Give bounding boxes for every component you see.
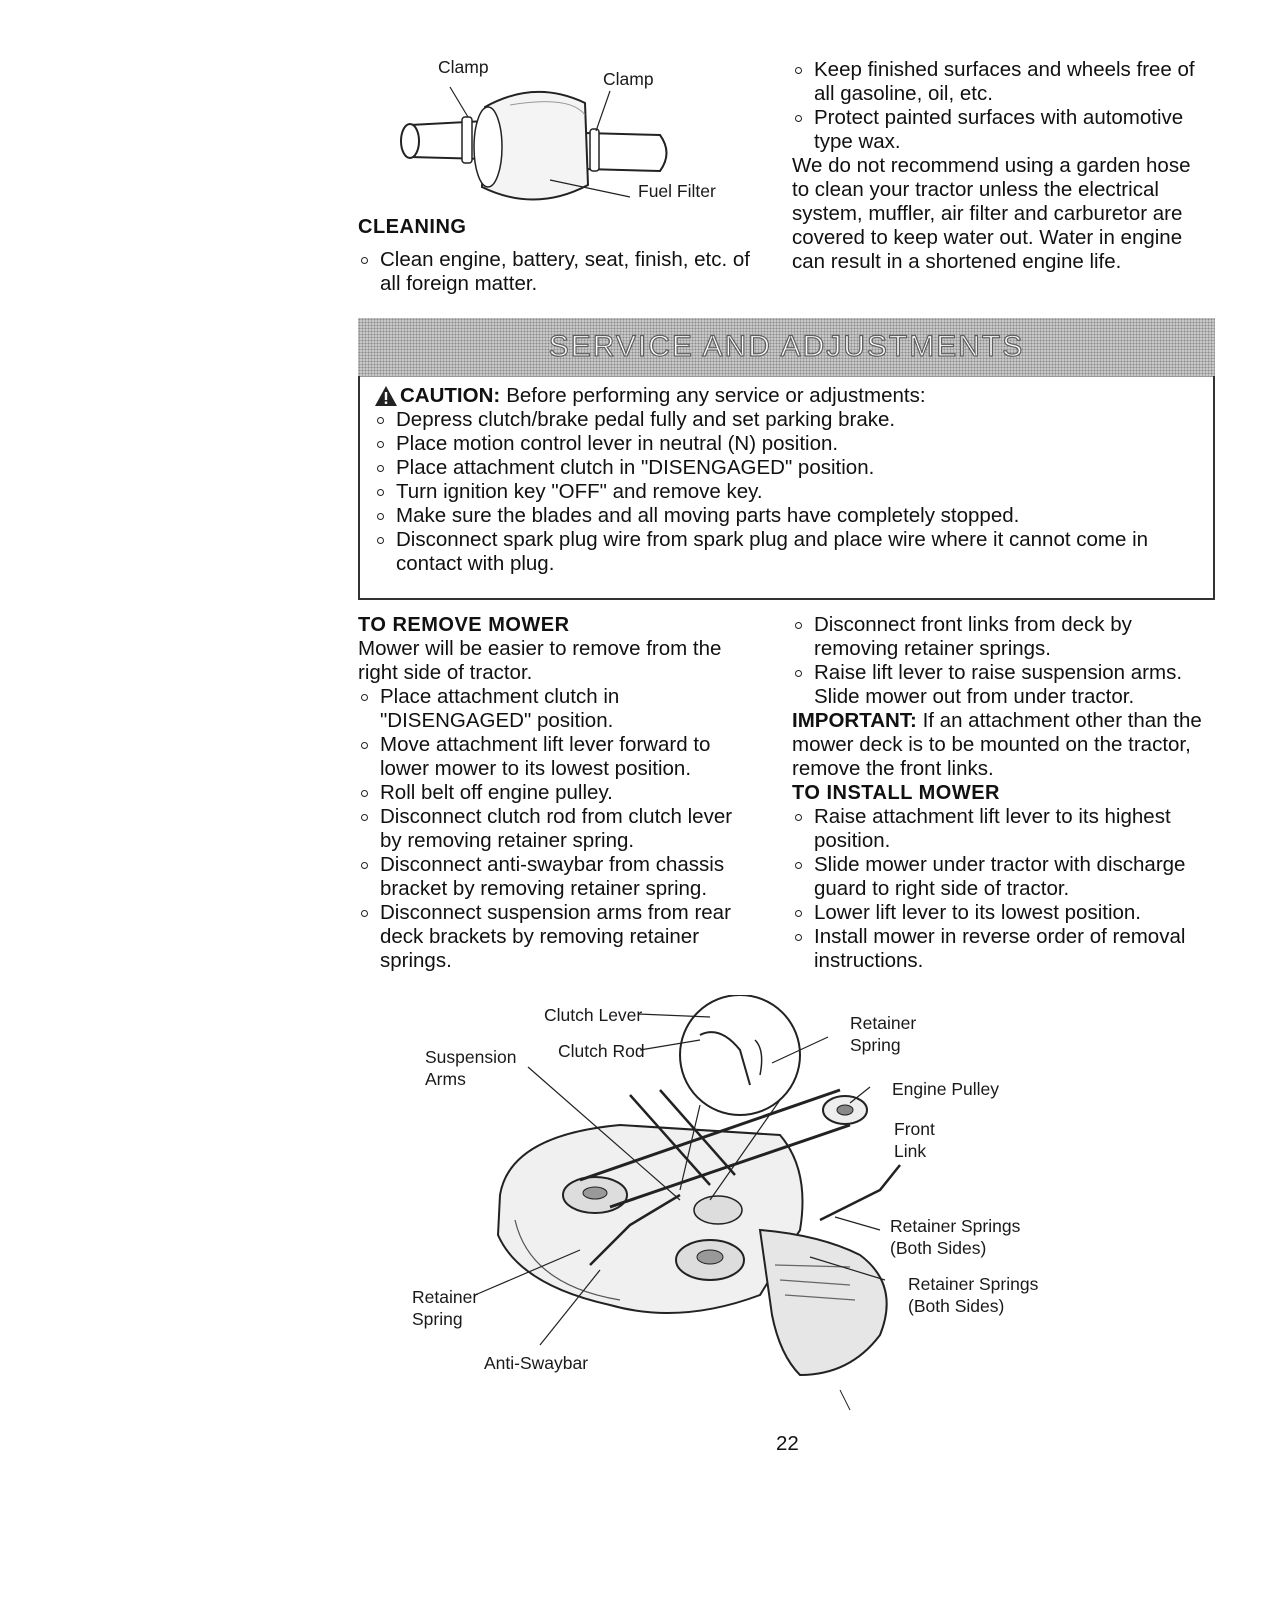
- list-item: Lower lift lever to its lowest position.: [792, 901, 1212, 925]
- remove-mower-heading: TO REMOVE MOWER: [358, 614, 570, 636]
- list-item: Disconnect anti-swaybar from chassis bracket by removing retainer spring.: [358, 853, 758, 901]
- label-clutch-rod: Clutch Rod: [558, 1041, 645, 1061]
- list-item: Raise attachment lift lever to its highest position.: [792, 805, 1212, 853]
- section-banner: [358, 318, 1215, 377]
- list-item: Depress clutch/brake pedal fully and set parking brake.: [374, 408, 1194, 432]
- fuel-filter-label-filter: Fuel Filter: [638, 181, 716, 201]
- important-text: If an attachment other than the mower deck is to be mounted on the tractor, remove the front links.: [792, 709, 1202, 780]
- label-anti-swaybar: Anti-Swaybar: [484, 1353, 589, 1373]
- list-item: Roll belt off engine pulley.: [358, 781, 758, 805]
- list-item: Slide mower under tractor with discharge guard to right side of tractor.: [792, 853, 1212, 901]
- remove-mower-intro: Mower will be easier to remove from the right side of tractor.: [358, 637, 722, 684]
- list-item: Turn ignition key "OFF" and remove key.: [374, 480, 1194, 504]
- label-suspension-arms: Suspension Arms: [425, 1047, 517, 1089]
- fuel-filter-label-clamp-left: Clamp: [438, 57, 489, 77]
- list-item: Place attachment clutch in "DISENGAGED" position.: [358, 685, 758, 733]
- care-column: [792, 58, 1212, 274]
- caution-label: CAUTION:: [400, 384, 501, 407]
- section-title: SERVICE AND ADJUSTMENTS: [548, 330, 1025, 363]
- list-item: Clean engine, battery, seat, finish, etc. of all foreign matter.: [358, 248, 758, 296]
- important-note: [792, 709, 1212, 781]
- fuel-filter-label-clamp-right: Clamp: [603, 69, 654, 89]
- list-item: Place motion control lever in neutral (N) position.: [374, 432, 1194, 456]
- remove-install-column: [792, 613, 1212, 973]
- label-clutch-lever: Clutch Lever: [544, 1005, 643, 1025]
- important-label: IMPORTANT:: [792, 709, 917, 732]
- list-item: Install mower in reverse order of removal instructions.: [792, 925, 1212, 973]
- list-item: Disconnect suspension arms from rear deck brackets by removing retainer springs.: [358, 901, 758, 973]
- caution-intro: Before performing any service or adjustments:: [506, 384, 926, 407]
- cleaning-heading: CLEANING: [358, 216, 467, 238]
- caution-box: [358, 376, 1215, 600]
- install-mower-heading: TO INSTALL MOWER: [792, 782, 1000, 804]
- label-front-link: Front Link: [894, 1119, 935, 1161]
- label-retainer-springs-2: Retainer Springs (Both Sides): [908, 1274, 1039, 1316]
- list-item: Disconnect clutch rod from clutch lever by removing retainer spring.: [358, 805, 758, 853]
- list-item: Make sure the blades and all moving parts have completely stopped.: [374, 504, 1194, 528]
- page-number: 22: [776, 1432, 799, 1455]
- list-item: Place attachment clutch in "DISENGAGED" position.: [374, 456, 1194, 480]
- list-item: Protect painted surfaces with automotive type wax.: [792, 106, 1212, 154]
- warning-triangle-icon: [374, 385, 398, 407]
- caution-line: [374, 384, 1194, 408]
- list-item: Raise lift lever to raise suspension arms. Slide mower out from under tractor.: [792, 661, 1212, 709]
- list-item: Disconnect front links from deck by removing retainer springs.: [792, 613, 1212, 661]
- cleaning-list: [358, 248, 758, 296]
- label-retainer-springs-1: Retainer Springs (Both Sides): [890, 1216, 1021, 1258]
- label-engine-pulley: Engine Pulley: [892, 1079, 1000, 1099]
- remove-mower-section: [358, 613, 758, 973]
- hose-warning-paragraph: We do not recommend using a garden hose to clean your tractor unless the electrical system, muffler, air filter and carburetor are covered to keep water out. Water in engine can result in a shortened engine life.: [792, 154, 1191, 273]
- list-item: Move attachment lift lever forward to lower mower to its lowest position.: [358, 733, 758, 781]
- label-retainer-spring-left: Retainer Spring: [412, 1287, 479, 1329]
- list-item: Keep finished surfaces and wheels free of all gasoline, oil, etc.: [792, 58, 1212, 106]
- list-item: Disconnect spark plug wire from spark plug and place wire where it cannot come in contact with plug.: [374, 528, 1194, 576]
- label-retainer-spring-top: Retainer Spring: [850, 1013, 917, 1055]
